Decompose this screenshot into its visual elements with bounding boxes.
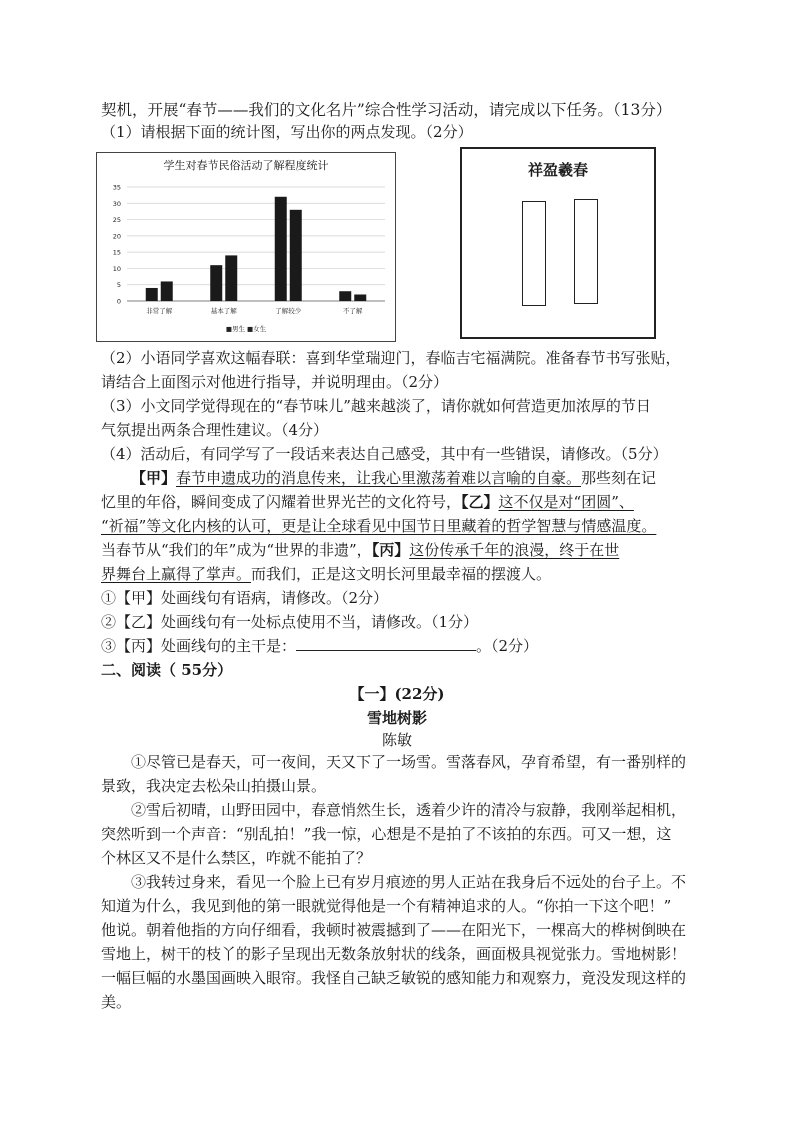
answer-blank[interactable] [296,636,476,651]
y-tick-label: 30 [112,199,121,208]
article-p3-line-1: ③我转过身来，看见一个脸上已有岁月痕迹的男人正站在我身后不远处的台子上。不 [131,873,687,891]
section-reading: 二、阅读（ 55分） [101,661,233,679]
couplet-right-scroll [574,199,598,304]
bing-sentence-end: 界舞台上赢得了掌声。 [101,565,252,583]
y-tick-label: 25 [112,216,121,225]
article-p2-line-2: 突然听到一个声音：“别乱拍！”我一惊，心想是不是拍了不该拍的东西。可又一想，这 [101,825,672,843]
chart-svg [97,153,395,341]
jia-tag: 【甲】 [131,469,177,487]
y-tick-label: 10 [112,264,121,273]
x-tick-label: 不了解 [343,307,363,315]
bar-male [210,265,222,301]
jia-sentence: 春节申遗成功的消息传来，让我心里激荡着难以言喻的自豪。 [176,469,582,487]
article-title: 雪地树影 [366,709,427,727]
article-p3-line-4: 雪地上，树干的枝丫的影子呈现出无数条放射状的线条，画面极具视觉张力。雪地树影！ [101,945,687,963]
yi-sentence-end: “祈福”等文化内核的认可，更是让全球看见中国节日里藏着的哲学智慧与情感温度。 [101,517,657,535]
article-p3-line-5: 一幅巨幅的水墨国画映入眼帘。我怪自己缺乏敏锐的感知能力和观察力，竟没发现这样的 [101,969,687,987]
intro-line: 契机，开展“春节——我们的文化名片”综合性学习活动，请完成以下任务。（13分） [101,101,672,119]
article-p1-line-2: 景致，我决定去松朵山拍摄山景。 [101,777,327,795]
y-tick-label: 20 [112,232,121,241]
article-p2-line-1: ②雪后初晴，山野田园中，春意悄然生长，透着少许的清冷与寂静，我刚举起相机， [131,801,687,819]
sub-question-3-points: 。（2分） [476,637,539,655]
couplet-title: 祥盈羲春 [527,161,588,179]
article-p1-line-1: ①尽管已是春天，可一夜间，天又下了一场雪。雪落春风，孕育希望，有一番别样的 [131,753,687,771]
passage-line-3 [101,515,656,537]
article-p3-line-6: 美。 [101,993,132,1011]
question-3-line-1: （3）小文同学觉得现在的“春节味儿”越来越淡了，请你就如何营造更加浓厚的节日 [101,397,651,415]
passage-line-1 [131,467,656,489]
yi-sentence-start: 这不仅是对“团圆”、 [498,493,634,511]
y-tick-label: 5 [116,281,121,290]
passage-line-2-text: 忆里的年俗，瞬间变成了闪耀着世界光芒的文化符号， [101,493,462,511]
bar-male [339,291,351,301]
passage-line-5-rest: 而我们，正是这文明长河里最幸福的摆渡人。 [251,565,552,583]
article-p2-line-3: 个林区又不是什么禁区，咋就不能拍了？ [101,849,372,867]
bar-female [354,294,366,301]
article-author: 陈敏 [381,731,412,749]
passage-line-4-text: 当春节从“我们的年”成为“世界的非遗”， [101,541,372,559]
passage-line-1-rest: 那些刻在记 [581,469,657,487]
question-2-line-2: 请结合上面图示对他进行指导，并说明理由。（2分） [101,373,449,391]
passage-line-4 [101,539,619,561]
bar-male [275,197,287,301]
question-3-line-2: 气氛提出两条合理性建议。（4分） [101,421,329,439]
bing-tag: 【丙】 [371,541,410,559]
chart-title: 学生对春节民俗活动了解程度统计 [163,159,329,172]
passage-line-5 [101,563,551,585]
article-p3-line-2: 知道为什么，我见到他的第一眼就觉得他是一个有精神追求的人。“你拍一下这个吧！” [101,897,672,915]
sub-question-3 [101,635,538,657]
bing-sentence-start: 这份传承千年的浪漫，终于在世 [409,541,620,559]
chart-legend: ■男生 ■女生 [225,325,267,333]
question-2-line-1: （2）小语同学喜欢这幅春联：喜到华堂瑞迎门，春临吉宅福满院。准备春节书写张贴， [101,349,681,367]
passage-line-2 [101,491,634,513]
y-tick-label: 0 [116,297,121,306]
sub-question-3-text: ③【丙】处画线句的主干是： [101,637,297,655]
y-tick-label: 35 [112,183,121,192]
sub-question-2: ②【乙】处画线句有一处标点使用不当，请修改。（1分） [101,613,479,631]
part-one-heading: 【一】(22分) [349,685,445,703]
x-tick-label: 了解较少 [275,307,302,315]
question-1: （1）请根据下面的统计图，写出你的两点发现。（2分） [101,123,473,141]
question-4: （4）活动后，有同学写了一段话来表达自己感受，其中有一些错误，请修改。（5分） [101,445,668,463]
couplet-figure [460,147,656,339]
bar-male [146,288,158,301]
couplet-left-scroll [522,201,546,306]
x-tick-label: 非常了解 [146,307,173,315]
yi-tag: 【乙】 [461,493,499,511]
y-tick-label: 15 [112,248,121,257]
bar-female [225,255,237,301]
bar-chart [96,152,396,342]
article-p3-line-3: 他说。朝着他指的方向仔细看，我顿时被震撼到了——在阳光下，一棵高大的桦树倒映在 [101,921,687,939]
sub-question-1: ①【甲】处画线句有语病，请修改。（2分） [101,589,389,607]
bar-female [161,281,173,301]
x-tick-label: 基本了解 [210,307,237,315]
bar-female [290,210,302,301]
